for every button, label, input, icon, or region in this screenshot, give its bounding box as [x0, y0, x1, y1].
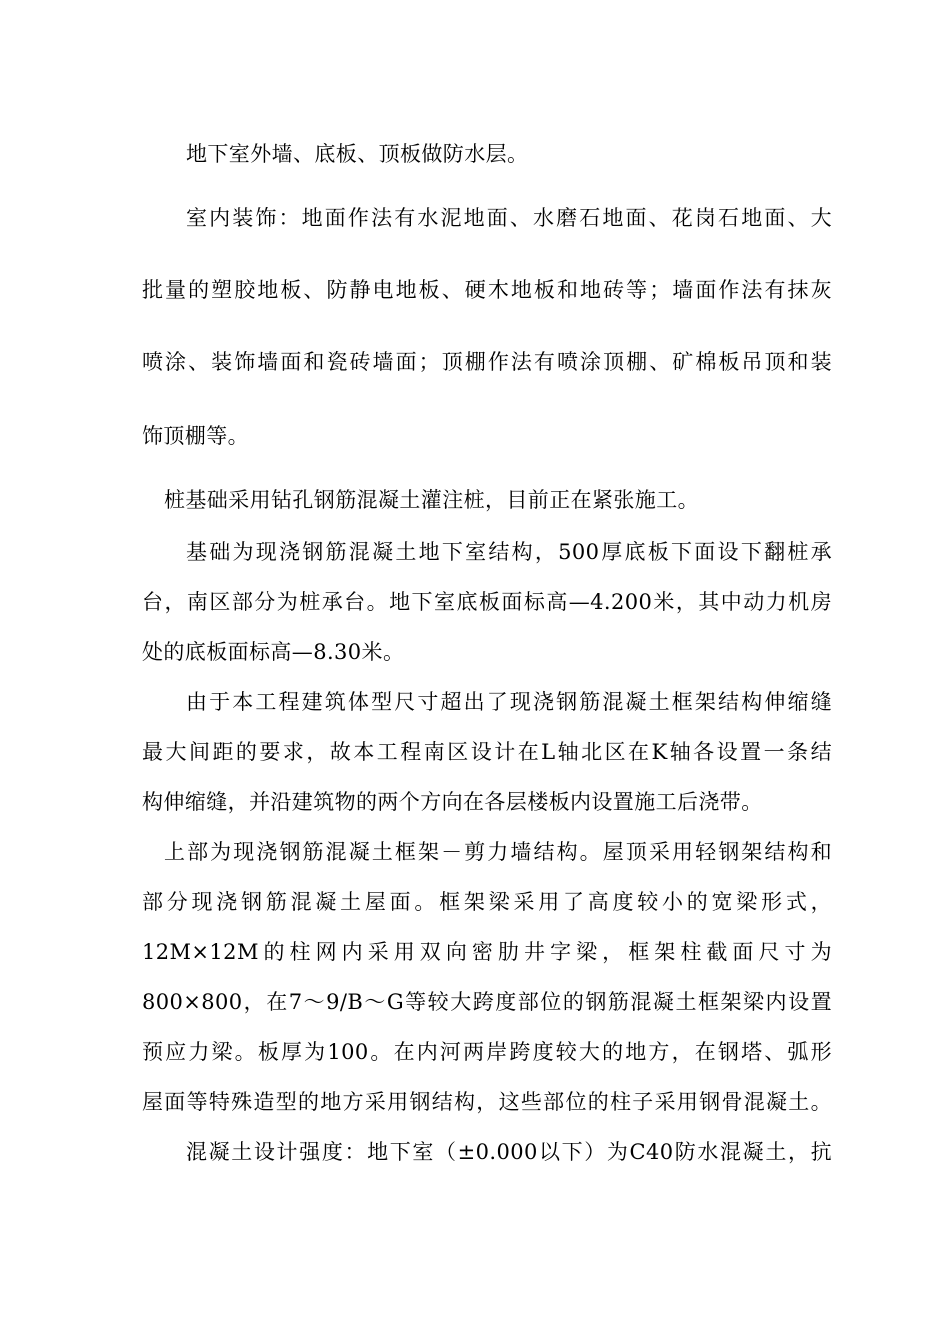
text-line: 12M×12M的柱网内采用双向密肋井字梁，框架柱截面尺寸为: [142, 940, 832, 964]
text-line: 构伸缩缝，并沿建筑物的两个方向在各层楼板内设置施工后浇带。: [142, 790, 763, 814]
text-line: 由于本工程建筑体型尺寸超出了现浇钢筋混凝土框架结构伸缩缝: [186, 690, 832, 714]
text-line: 批量的塑胶地板、防静电地板、硬木地板和地砖等；墙面作法有抹灰: [142, 278, 832, 302]
text-line: 喷涂、装饰墙面和瓷砖墙面；顶棚作法有喷涂顶棚、矿棉板吊顶和装: [142, 350, 832, 374]
text-line: 上部为现浇钢筋混凝土框架－剪力墙结构。屋顶采用轻钢架结构和: [164, 840, 832, 864]
text-line: 屋面等特殊造型的地方采用钢结构，这些部位的柱子采用钢骨混凝土。: [142, 1090, 832, 1114]
text-line: 地下室外墙、底板、顶板做防水层。: [186, 142, 529, 166]
text-line: 预应力梁。板厚为100。在内河两岸跨度较大的地方，在钢塔、弧形: [142, 1040, 832, 1064]
text-line: 基础为现浇钢筋混凝土地下室结构，500厚底板下面设下翻桩承: [186, 540, 832, 564]
text-line: 最大间距的要求，故本工程南区设计在L轴北区在K轴各设置一条结: [142, 740, 832, 764]
text-line: 桩基础采用钻孔钢筋混凝土灌注桩，目前正在紧张施工。: [164, 488, 699, 512]
text-line: 部分现浇钢筋混凝土屋面。框架梁采用了高度较小的宽梁形式，: [142, 890, 832, 914]
text-line: 处的底板面标高—8.30米。: [142, 640, 405, 664]
text-line: 混凝土设计强度：地下室（±0.000以下）为C40防水混凝土，抗: [186, 1140, 832, 1164]
text-line: 室内装饰：地面作法有水泥地面、水磨石地面、花岗石地面、大: [186, 206, 832, 230]
text-line: 台，南区部分为桩承台。地下室底板面标高—4.200米，其中动力机房: [142, 590, 832, 614]
text-line: 800×800，在7～9/B～G等较大跨度部位的钢筋混凝土框架梁内设置: [142, 990, 832, 1014]
text-line: 饰顶棚等。: [142, 424, 249, 448]
